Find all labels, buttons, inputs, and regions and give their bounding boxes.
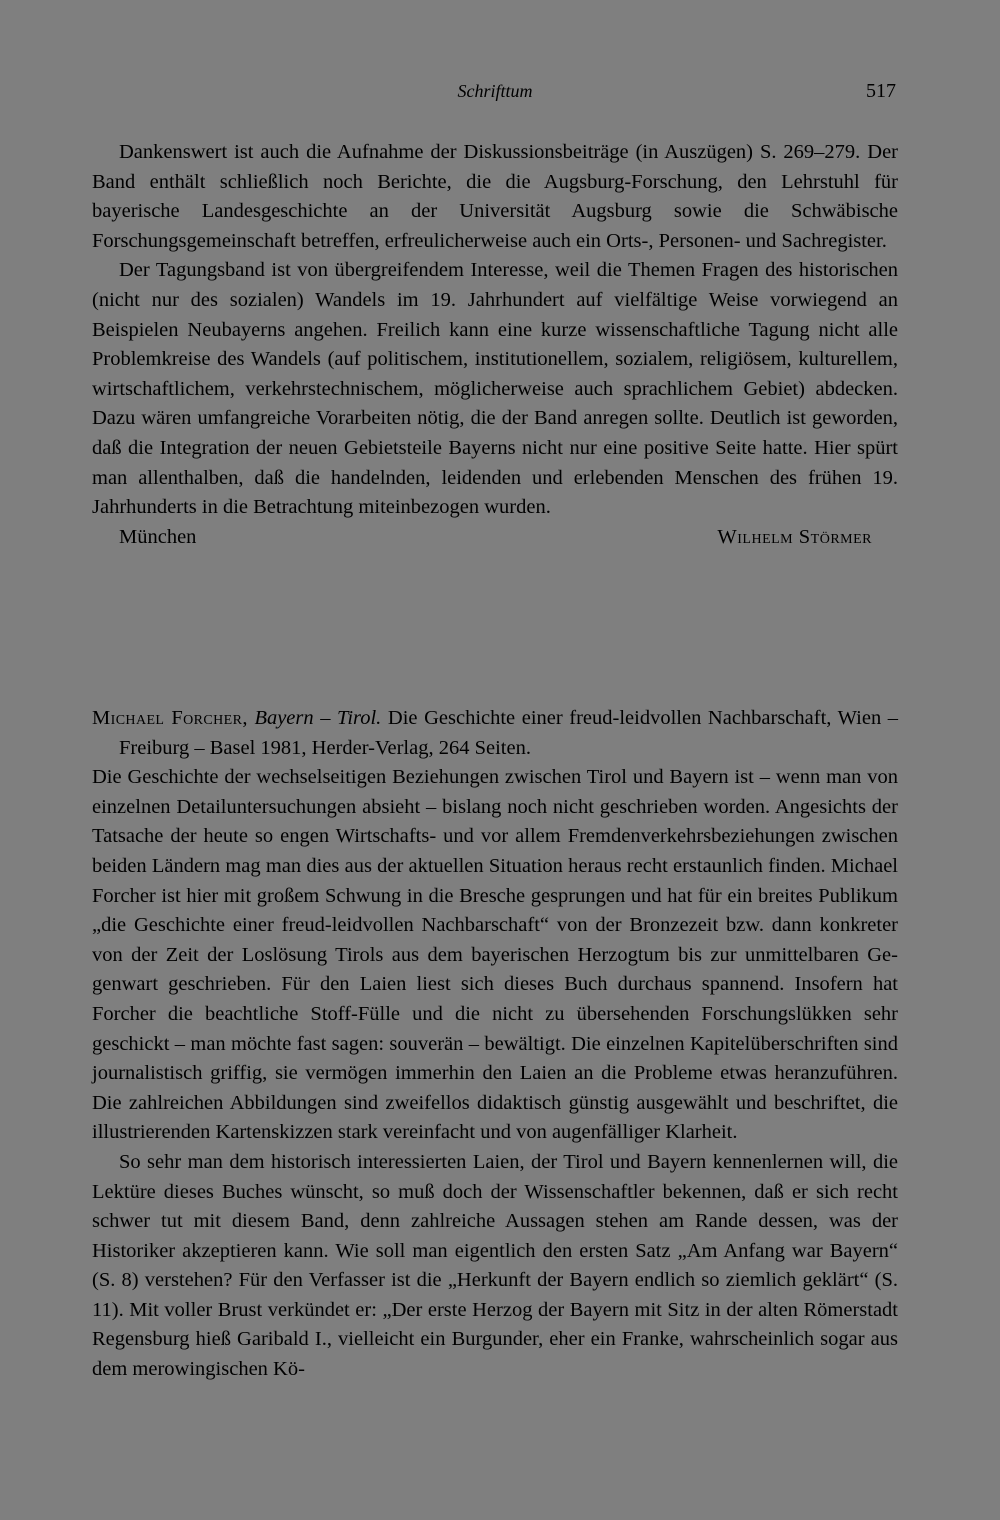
review-signature — [92, 523, 898, 553]
book-title: Bayern – Tirol. — [254, 707, 382, 729]
running-title: Schrifttum — [457, 81, 533, 101]
book-bibliography: Die Geschichte einer freud-leidvollen Nachbarschaft, Wien – Freiburg – Basel 1981, Herder-Verlag, 264 Seiten. — [119, 707, 899, 759]
review-paragraph: Dankenswert ist auch die Aufnahme der Diskussionsbeiträge (in Auszügen) S. 269–279. Der Band enthält schließlich noch Berichte, die die Augsburg-Forschung, den Lehrstuhl für bayerische Landesgeschichte an der Universität Augsburg sowie die Schwäbische Forschungsgemeinschaft betreffen, erfreulicherweise auch ein Orts-, Personen- und Sachregister. — [92, 141, 898, 252]
book-author: Michael Forcher, — [92, 707, 248, 729]
page-number: 517 — [866, 80, 896, 102]
review-heading — [92, 704, 898, 763]
second-review-text — [92, 704, 898, 1385]
signature-author: Wilhelm Störmer — [717, 525, 872, 548]
running-head — [92, 76, 898, 106]
review-paragraph: So sehr man dem historisch interessierten Laien, der Tirol und Bayern kennenlernen will, die Lektüre dieses Buches wünscht, so muß doch der Wissenschaftler bekennen, daß er sich recht schwer tut mit diesem Band, denn zahlreiche Aussagen stehen am Rande dessen, was der Historiker akzeptieren kann. Wie soll man eigentlich den ersten Satz „Am Anfang war Bayern“ (S. 8) verstehen? Für den Verfasser ist die „Herkunft der Bayern endlich so ziemlich geklärt“ (S. 11). Mit voller Brust verkündet er: „Der erste Herzog der Bayern mit Sitz in der alten Römerstadt Regensburg hieß Garibald I., vielleicht ein Burgunder, eher ein Franke, wahrscheinlich sogar aus dem merowingischen Kö- — [92, 1150, 898, 1381]
signature-place: München — [119, 525, 197, 548]
review-paragraph: Die Geschichte der wechselseitigen Beziehungen zwischen Tirol und Bayern ist – wenn man von einzelnen Detailuntersuchungen absieht – bislang noch nicht geschrieben worden. Angesichts der Tatsache der heute so engen Wirtschafts- und vor allem Fremdenverkehrsbeziehungen zwischen beiden Ländern mag man dies aus der aktuellen Situation heraus recht erstaunlich finden. Michael Forcher ist hier mit großem Schwung in die Bresche gesprungen und hat für ein breites Publikum „die Geschichte einer freud-leidvollen Nachbarschaft“ von der Bronzezeit bzw. dann konkreter von der Zeit der Loslösung Tirols aus dem bayerischen Herzogtum bis zur unmittelbaren Gegenwart geschrieben. Für den Laien liest sich dieses Buch durchaus spannend. Insofern hat Forcher die beachtliche Stoff-Fülle und die nicht zu übersehenden Forschungslükken sehr geschickt – man möchte fast sagen: souverän – bewältigt. Die einzelnen Kapitelüberschriften sind journalistisch griffig, sie vermögen immerhin den Laien an die Probleme etwas heranzuführen. Die zahlreichen Abbildungen sind zweifellos didaktisch günstig ausgewählt und beschriftet, die illustrierenden Kartenskizzen stark vereinfacht und von augenfälliger Klarheit. — [92, 766, 898, 1144]
first-review-text — [92, 138, 898, 553]
review-paragraph: Der Tagungsband ist von übergreifendem Interesse, weil die Themen Fragen des historischen (nicht nur des sozialen) Wandels im 19. Jahrhundert auf vielfältige Weise vorwiegend an Beispielen Neubayerns angehen. Freilich kann eine kurze wissenschaftliche Tagung nicht alle Problemkreise des Wandels (auf politischem, institutionellem, sozialem, religiösem, kulturellem, wirtschaftlichem, verkehrstechnischem, möglicherweise auch sprachlichem Gebiet) abdecken. Dazu wären umfangreiche Vorarbeiten nötig, die der Band anregen sollte. Deutlich ist geworden, daß die Integration der neuen Gebietsteile Bayerns nicht nur eine positive Seite hatte. Hier spürt man allenthalben, daß die handelnden, leidenden und erlebenden Menschen des frühen 19. Jahrhunderts in die Betrachtung miteinbezogen wurden. — [92, 259, 898, 519]
